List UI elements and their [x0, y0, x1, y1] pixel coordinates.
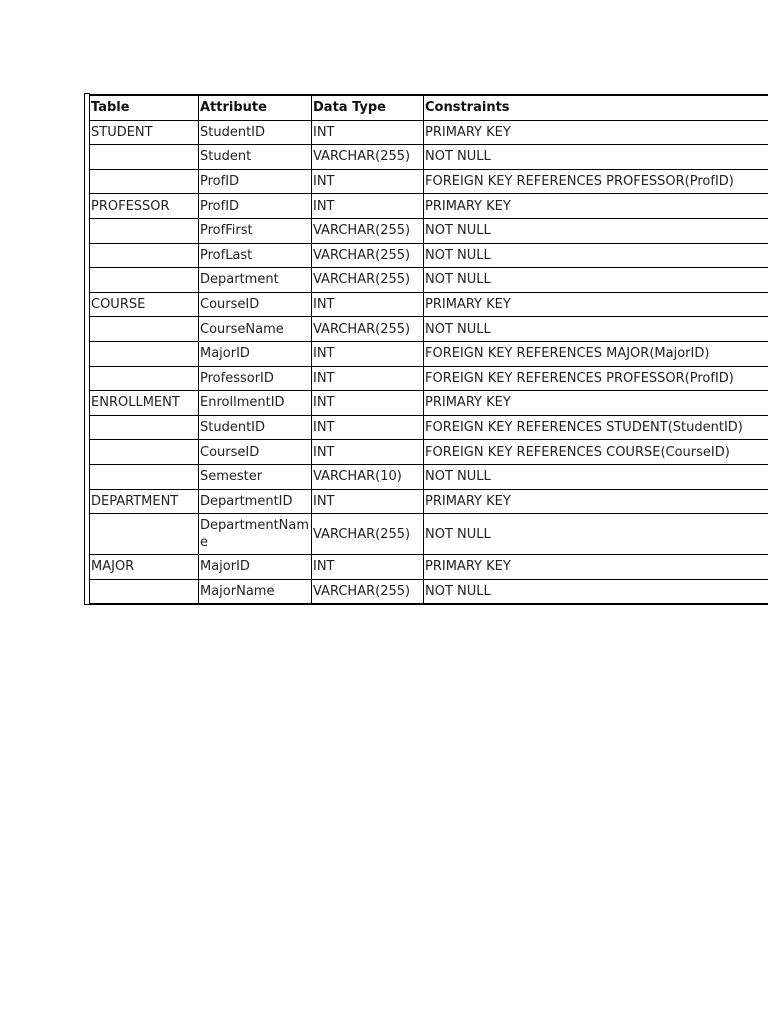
- constraint-cell: FOREIGN KEY REFERENCES MAJOR(MajorID): [424, 341, 768, 366]
- table-row: [90, 120, 768, 145]
- table-name-cell: [90, 440, 199, 465]
- table-name-cell: DEPARTMENT: [90, 489, 199, 514]
- header-data-type: Data Type: [312, 95, 424, 120]
- table-row: [90, 489, 768, 514]
- data-type-cell: VARCHAR(255): [312, 317, 424, 342]
- constraint-cell: NOT NULL: [424, 464, 768, 489]
- table-name-cell: [90, 268, 199, 293]
- table-row: [90, 579, 768, 604]
- table-name-cell: [90, 366, 199, 391]
- constraint-cell: NOT NULL: [424, 579, 768, 604]
- table-name-cell: [90, 514, 199, 555]
- table-name-cell: PROFESSOR: [90, 194, 199, 219]
- constraint-cell: NOT NULL: [424, 317, 768, 342]
- data-type-cell: VARCHAR(255): [312, 145, 424, 170]
- table-row: [90, 268, 768, 293]
- constraint-cell: NOT NULL: [424, 514, 768, 555]
- table-row: [90, 292, 768, 317]
- data-type-cell: VARCHAR(255): [312, 218, 424, 243]
- attribute-cell: MajorID: [199, 341, 312, 366]
- table-row: [90, 366, 768, 391]
- constraint-cell: PRIMARY KEY: [424, 555, 768, 580]
- attribute-cell: MajorID: [199, 555, 312, 580]
- table-name-cell: ENROLLMENT: [90, 391, 199, 416]
- constraint-cell: PRIMARY KEY: [424, 292, 768, 317]
- data-type-cell: INT: [312, 555, 424, 580]
- data-type-cell: INT: [312, 391, 424, 416]
- data-type-cell: INT: [312, 341, 424, 366]
- attribute-cell: MajorName: [199, 579, 312, 604]
- constraint-cell: NOT NULL: [424, 145, 768, 170]
- attribute-cell: CourseID: [199, 440, 312, 465]
- table-row: [90, 243, 768, 268]
- constraint-cell: NOT NULL: [424, 243, 768, 268]
- data-type-cell: INT: [312, 120, 424, 145]
- table-row: [90, 145, 768, 170]
- schema-table-body: [90, 120, 768, 604]
- data-type-cell: VARCHAR(255): [312, 268, 424, 293]
- attribute-cell: StudentID: [199, 120, 312, 145]
- attribute-cell: ProfLast: [199, 243, 312, 268]
- attribute-cell: ProfID: [199, 194, 312, 219]
- table-name-cell: [90, 464, 199, 489]
- table-name-cell: MAJOR: [90, 555, 199, 580]
- data-type-cell: INT: [312, 194, 424, 219]
- table-name-cell: [90, 243, 199, 268]
- table-name-cell: [90, 218, 199, 243]
- table-row: [90, 514, 768, 555]
- table-name-cell: COURSE: [90, 292, 199, 317]
- attribute-cell: DepartmentID: [199, 489, 312, 514]
- table-name-cell: [90, 341, 199, 366]
- data-type-cell: INT: [312, 366, 424, 391]
- attribute-cell: Department: [199, 268, 312, 293]
- constraint-cell: PRIMARY KEY: [424, 194, 768, 219]
- table-name-cell: [90, 317, 199, 342]
- table-row: [90, 169, 768, 194]
- table-name-cell: [90, 145, 199, 170]
- attribute-cell: ProfFirst: [199, 218, 312, 243]
- constraint-cell: FOREIGN KEY REFERENCES STUDENT(StudentID): [424, 415, 768, 440]
- constraint-cell: FOREIGN KEY REFERENCES PROFESSOR(ProfID): [424, 169, 768, 194]
- attribute-cell: Semester: [199, 464, 312, 489]
- table-name-cell: [90, 169, 199, 194]
- header-attribute: Attribute: [199, 95, 312, 120]
- constraint-cell: PRIMARY KEY: [424, 120, 768, 145]
- constraint-cell: PRIMARY KEY: [424, 489, 768, 514]
- constraint-cell: FOREIGN KEY REFERENCES COURSE(CourseID): [424, 440, 768, 465]
- data-type-cell: VARCHAR(10): [312, 464, 424, 489]
- data-type-cell: INT: [312, 440, 424, 465]
- header-row: [90, 95, 768, 120]
- table-name-cell: [90, 415, 199, 440]
- attribute-cell: StudentID: [199, 415, 312, 440]
- constraint-cell: PRIMARY KEY: [424, 391, 768, 416]
- table-row: [90, 341, 768, 366]
- attribute-cell: CourseID: [199, 292, 312, 317]
- header-table: Table: [90, 95, 199, 120]
- header-constraints: Constraints: [424, 95, 768, 120]
- table-row: [90, 555, 768, 580]
- data-type-cell: VARCHAR(255): [312, 243, 424, 268]
- table-row: [90, 218, 768, 243]
- attribute-cell: ProfID: [199, 169, 312, 194]
- data-type-cell: INT: [312, 292, 424, 317]
- attribute-cell: Student: [199, 145, 312, 170]
- attribute-cell: EnrollmentID: [199, 391, 312, 416]
- table-row: [90, 391, 768, 416]
- data-type-cell: INT: [312, 169, 424, 194]
- schema-table: [89, 94, 768, 605]
- attribute-cell: ProfessorID: [199, 366, 312, 391]
- constraint-cell: NOT NULL: [424, 268, 768, 293]
- table-name-cell: STUDENT: [90, 120, 199, 145]
- data-type-cell: VARCHAR(255): [312, 579, 424, 604]
- data-type-cell: VARCHAR(255): [312, 514, 424, 555]
- attribute-cell: DepartmentName: [199, 514, 312, 555]
- data-type-cell: INT: [312, 415, 424, 440]
- table-row: [90, 317, 768, 342]
- table-name-cell: [90, 579, 199, 604]
- table-row: [90, 415, 768, 440]
- constraint-cell: NOT NULL: [424, 218, 768, 243]
- table-row: [90, 194, 768, 219]
- table-row: [90, 440, 768, 465]
- attribute-cell: CourseName: [199, 317, 312, 342]
- constraint-cell: FOREIGN KEY REFERENCES PROFESSOR(ProfID): [424, 366, 768, 391]
- table-row: [90, 464, 768, 489]
- data-type-cell: INT: [312, 489, 424, 514]
